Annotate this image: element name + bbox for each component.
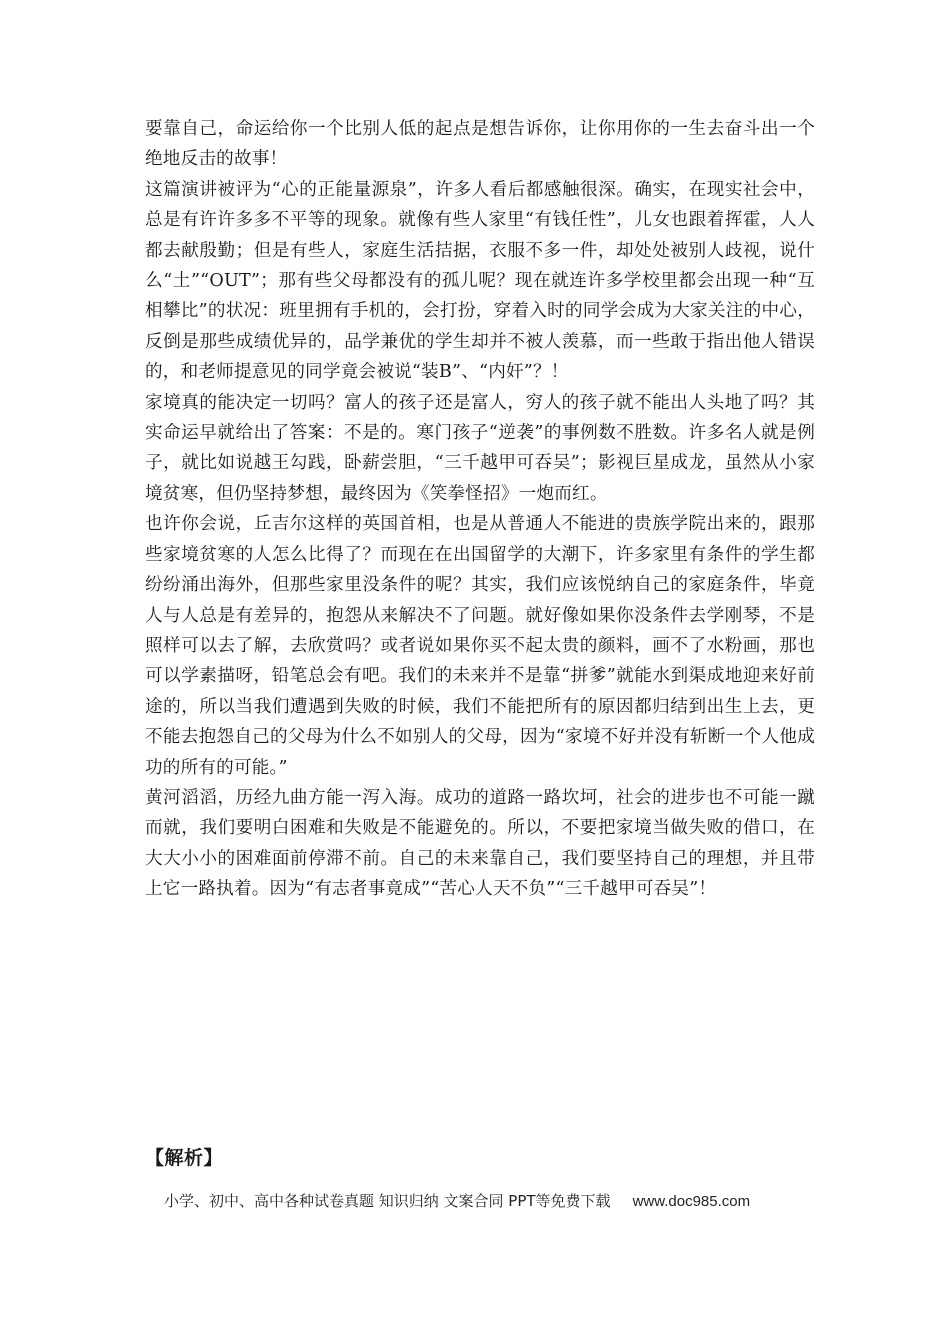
footer-url[interactable]: www.doc985.com — [632, 1193, 751, 1210]
paragraph-2: 这篇演讲被评为“心的正能量源泉”，许多人看后都感触很深。确实，在现实社会中，总是有许许多多不平等的现象。就像有些人家里“有钱任性”，儿女也跟着挥霍，人人都去献殷勤；但是有些人，家庭生活拮据，衣服不多一件，却处处被别人歧视，说什么“土”“OUT”；那有些父母都没有的孤儿呢？现在就连许多学校里都会出现一种“互相攀比”的状况：班里拥有手机的，会打扮，穿着入时的同学会成为大家关注的中心，反倒是那些成绩优异的，品学兼优的学生却并不被人羡慕，而一些敢于指出他人错误的，和老师提意见的同学竟会被说“装B”、“内奸”？！ — [145, 179, 815, 383]
paragraph-1: 要靠自己，命运给你一个比别人低的起点是想告诉你，让你用你的一生去奋斗出一个绝地反击的故事！ — [145, 119, 815, 170]
essay-body — [145, 114, 815, 905]
paragraph-5: 黄河滔滔，历经九曲方能一泻入海。成功的道路一路坎坷，社会的进步也不可能一蹴而就，我们要明白困难和失败是不能避免的。所以，不要把家境当做失败的借口，在大大小小的困难面前停滞不前。自己的未来靠自己，我们要坚持自己的理想，并且带上它一路执着。因为“有志者事竟成”“苦心人天不负”“三千越甲可吞吴”！ — [145, 787, 815, 900]
analysis-heading: 【解析】 — [145, 1147, 224, 1169]
footer-text: 小学、初中、高中各种试卷真题 知识归纳 文案合同 PPT等免费下载 — [164, 1192, 611, 1210]
paragraph-3: 家境真的能决定一切吗？富人的孩子还是富人，穷人的孩子就不能出人头地了吗？其实命运早就给出了答案：不是的。寒门孩子“逆袭”的事例数不胜数。许多名人就是例子，就比如说越王勾践，卧薪尝胆，“三千越甲可吞吴”；影视巨星成龙，虽然从小家境贫寒，但仍坚持梦想，最终因为《笑拳怪招》一炮而红。 — [145, 392, 815, 504]
page-footer — [164, 1190, 804, 1211]
paragraph-4: 也许你会说，丘吉尔这样的英国首相，也是从普通人不能进的贵族学院出来的，跟那些家境贫寒的人怎么比得了？而现在在出国留学的大潮下，许多家里有条件的学生都纷纷涌出海外，但那些家里没条件的呢？其实，我们应该悦纳自己的家庭条件，毕竟人与人总是有差异的，抱怨从来解决不了问题。就好像如果你没条件去学刚琴，不是照样可以去了解，去欣赏吗？或者说如果你买不起太贵的颜料，画不了水粉画，那也可以学素描呀，铅笔总会有吧。我们的未来并不是靠“拼爹”就能水到渠成地迎来好前途的，所以当我们遭遇到失败的时候，我们不能把所有的原因都归结到出生上去，更不能去抱怨自己的父母为什么不如别人的父母，因为“家境不好并没有斩断一个人他成功的所有的可能。” — [145, 514, 815, 778]
